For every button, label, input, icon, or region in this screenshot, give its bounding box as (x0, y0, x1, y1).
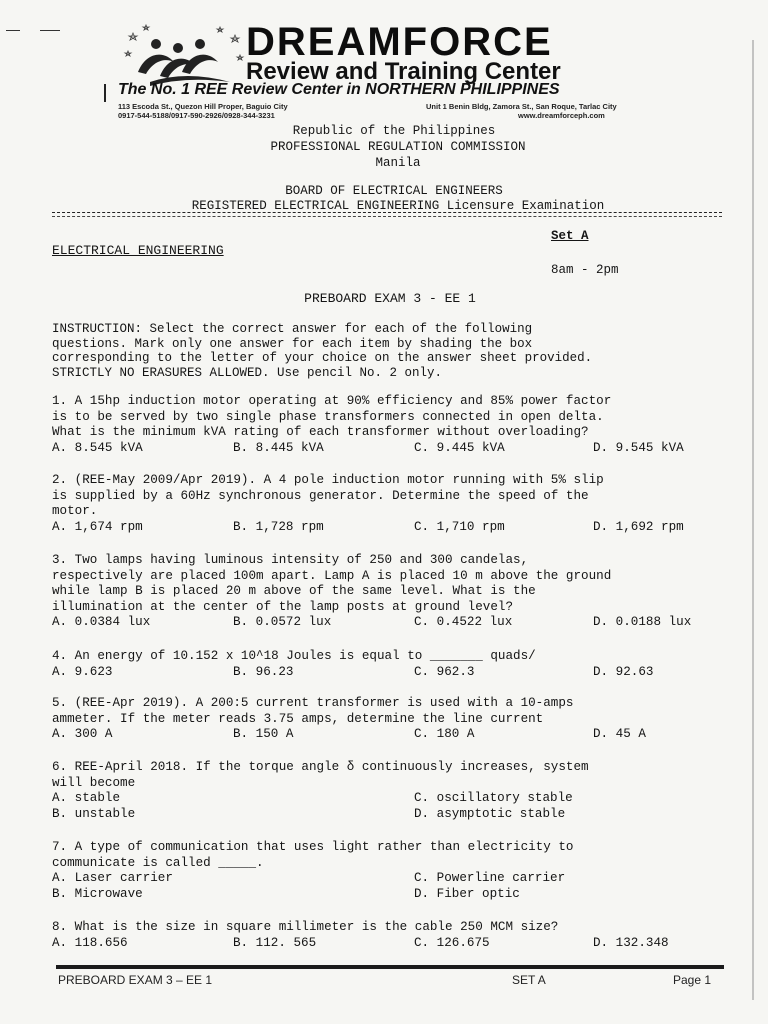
header-republic: Republic of the Philippines (292, 124, 496, 138)
exam-time: 8am - 2pm (551, 263, 619, 277)
header-board: BOARD OF ELECTRICAL ENGINEERS (285, 184, 503, 198)
footer-rule (56, 965, 724, 969)
question-stem: 5. (REE-Apr 2019). A 200:5 current transformer is used with a 10-amps ammeter. If the meter reads 3.75 amps, determine the line current (52, 696, 574, 726)
choice-a: A. 118.656 (52, 935, 128, 950)
question-stem: 1. A 15hp induction motor operating at 90% efficiency and 85% power factor is to be served by two single phase transformers connected in open delta. What is the minimum kVA rating of each transformer without overloading? (52, 394, 612, 440)
choice-d: D. 9.545 kVA (593, 440, 684, 455)
choice-d: D. 45 A (593, 727, 646, 742)
scan-mark (6, 30, 20, 31)
question-8 (52, 920, 732, 951)
question-5 (52, 696, 732, 743)
address-right (426, 102, 617, 120)
header-city: Manila (375, 156, 421, 170)
footer-page-number: Page 1 (673, 973, 712, 987)
choice-a: A. 300 A (52, 727, 113, 742)
dashed-rule-2 (52, 216, 722, 217)
choice-a: A. 8.545 kVA (52, 440, 143, 455)
question-2 (52, 473, 732, 535)
choice-a: A. Laser carrier (52, 871, 173, 886)
choice-b: B. 0.0572 lux (233, 615, 332, 630)
choice-c: C. 962.3 (414, 664, 475, 679)
address-left-line2: 0917-544-5188/0917-590-2926/0928-344-3231 (118, 111, 275, 120)
choices-row (52, 665, 732, 681)
dashed-rule (52, 212, 722, 213)
divider (104, 84, 106, 102)
question-7 (52, 840, 732, 903)
choices-row (52, 727, 732, 743)
choices-row (52, 936, 732, 952)
footer-exam-name: PREBOARD EXAM 3 – EE 1 (58, 973, 213, 987)
question-4 (52, 649, 732, 680)
choices-row (52, 791, 732, 807)
choice-b: B. unstable (52, 807, 136, 822)
choice-b: B. 1,728 rpm (233, 519, 324, 534)
choice-c: C. 126.675 (414, 935, 490, 950)
choice-d: D. 92.63 (593, 664, 654, 679)
choice-b: B. 8.445 kVA (233, 440, 324, 455)
address-left-line1: 113 Escoda St., Quezon Hill Proper, Baguio City (118, 102, 288, 111)
address-left (118, 102, 288, 120)
choice-c: C. 1,710 rpm (414, 519, 505, 534)
question-stem: 3. Two lamps having luminous intensity of 250 and 300 candelas, respectively are placed 100m apart. Lamp A is placed 10 m above the ground while lamp B is placed 20 m above of the same level. What is the illumination at the center of the lamp posts at ground level? (52, 553, 612, 614)
subject-title: ELECTRICAL ENGINEERING (52, 243, 224, 258)
choice-d: D. Fiber optic (414, 887, 520, 902)
address-right-line1: Unit 1 Benin Bldg, Zamora St., San Roque, Tarlac City (426, 102, 617, 111)
choices-row (52, 520, 732, 536)
set-label: Set A (551, 229, 589, 243)
choice-b: B. Microwave (52, 887, 143, 902)
exam-title: PREBOARD EXAM 3 - EE 1 (304, 291, 476, 306)
choice-c: C. 0.4522 lux (414, 615, 513, 630)
choices-row (52, 441, 732, 457)
choice-c: C. 9.445 kVA (414, 440, 505, 455)
choice-b: B. 96.23 (233, 664, 294, 679)
header-exam-name: REGISTERED ELECTRICAL ENGINEERING Licensure Examination (191, 199, 605, 213)
header-prc: PROFESSIONAL REGULATION COMMISSION (270, 140, 526, 154)
choices-row (52, 871, 732, 887)
choice-c: C. 180 A (414, 727, 475, 742)
question-6 (52, 760, 732, 823)
question-stem: 2. (REE-May 2009/Apr 2019). A 4 pole induction motor running with 5% slip is supplied by a 60Hz synchronous generator. Determine the speed of the motor. (52, 473, 604, 519)
question-stem: 4. An energy of 10.152 x 10^18 Joules is equal to _______ quads/ (52, 649, 536, 663)
choice-a: A. 0.0384 lux (52, 615, 151, 630)
choice-b: B. 150 A (233, 727, 294, 742)
question-stem: 7. A type of communication that uses light rather than electricity to communicate is called _____. (52, 840, 574, 870)
choice-b: B. 112. 565 (233, 935, 317, 950)
scan-edge-mark (752, 40, 754, 1000)
choice-d: D. asymptotic stable (414, 807, 566, 822)
choice-d: D. 0.0188 lux (593, 615, 692, 630)
brand-subtag: The No. 1 REE Review Center in NORTHERN PHILIPPINES (118, 81, 560, 98)
question-stem: 6. REE-April 2018. If the torque angle δ continuously increases, system will become (52, 760, 589, 790)
question-stem: 8. What is the size in square millimeter is the cable 250 MCM size? (52, 920, 559, 934)
question-1 (52, 394, 732, 456)
choice-a: A. 9.623 (52, 664, 113, 679)
scan-mark (40, 30, 60, 31)
choices-row (52, 807, 732, 823)
choices-row (52, 615, 732, 631)
instruction-text: INSTRUCTION: Select the correct answer for each of the following questions. Mark only one answer for each item by shading the box corresponding to the letter of your choice on the answer sheet provided. STRICTLY NO ERASURES ALLOWED. Use pencil No. 2 only. (52, 322, 593, 380)
choice-d: D. 132.348 (593, 935, 669, 950)
choices-row (52, 887, 732, 903)
footer-set: SET A (512, 973, 546, 987)
address-right-line2: www.dreamforceph.com (518, 111, 605, 120)
choice-a: A. 1,674 rpm (52, 519, 143, 534)
choice-c: C. oscillatory stable (414, 791, 573, 806)
choice-c: C. Powerline carrier (414, 871, 566, 886)
brand-name: DREAMFORCE (246, 20, 553, 64)
brand-tagline: Review and Training Center (246, 58, 561, 85)
question-3 (52, 553, 732, 631)
choice-a: A. stable (52, 791, 121, 806)
choice-d: D. 1,692 rpm (593, 519, 684, 534)
